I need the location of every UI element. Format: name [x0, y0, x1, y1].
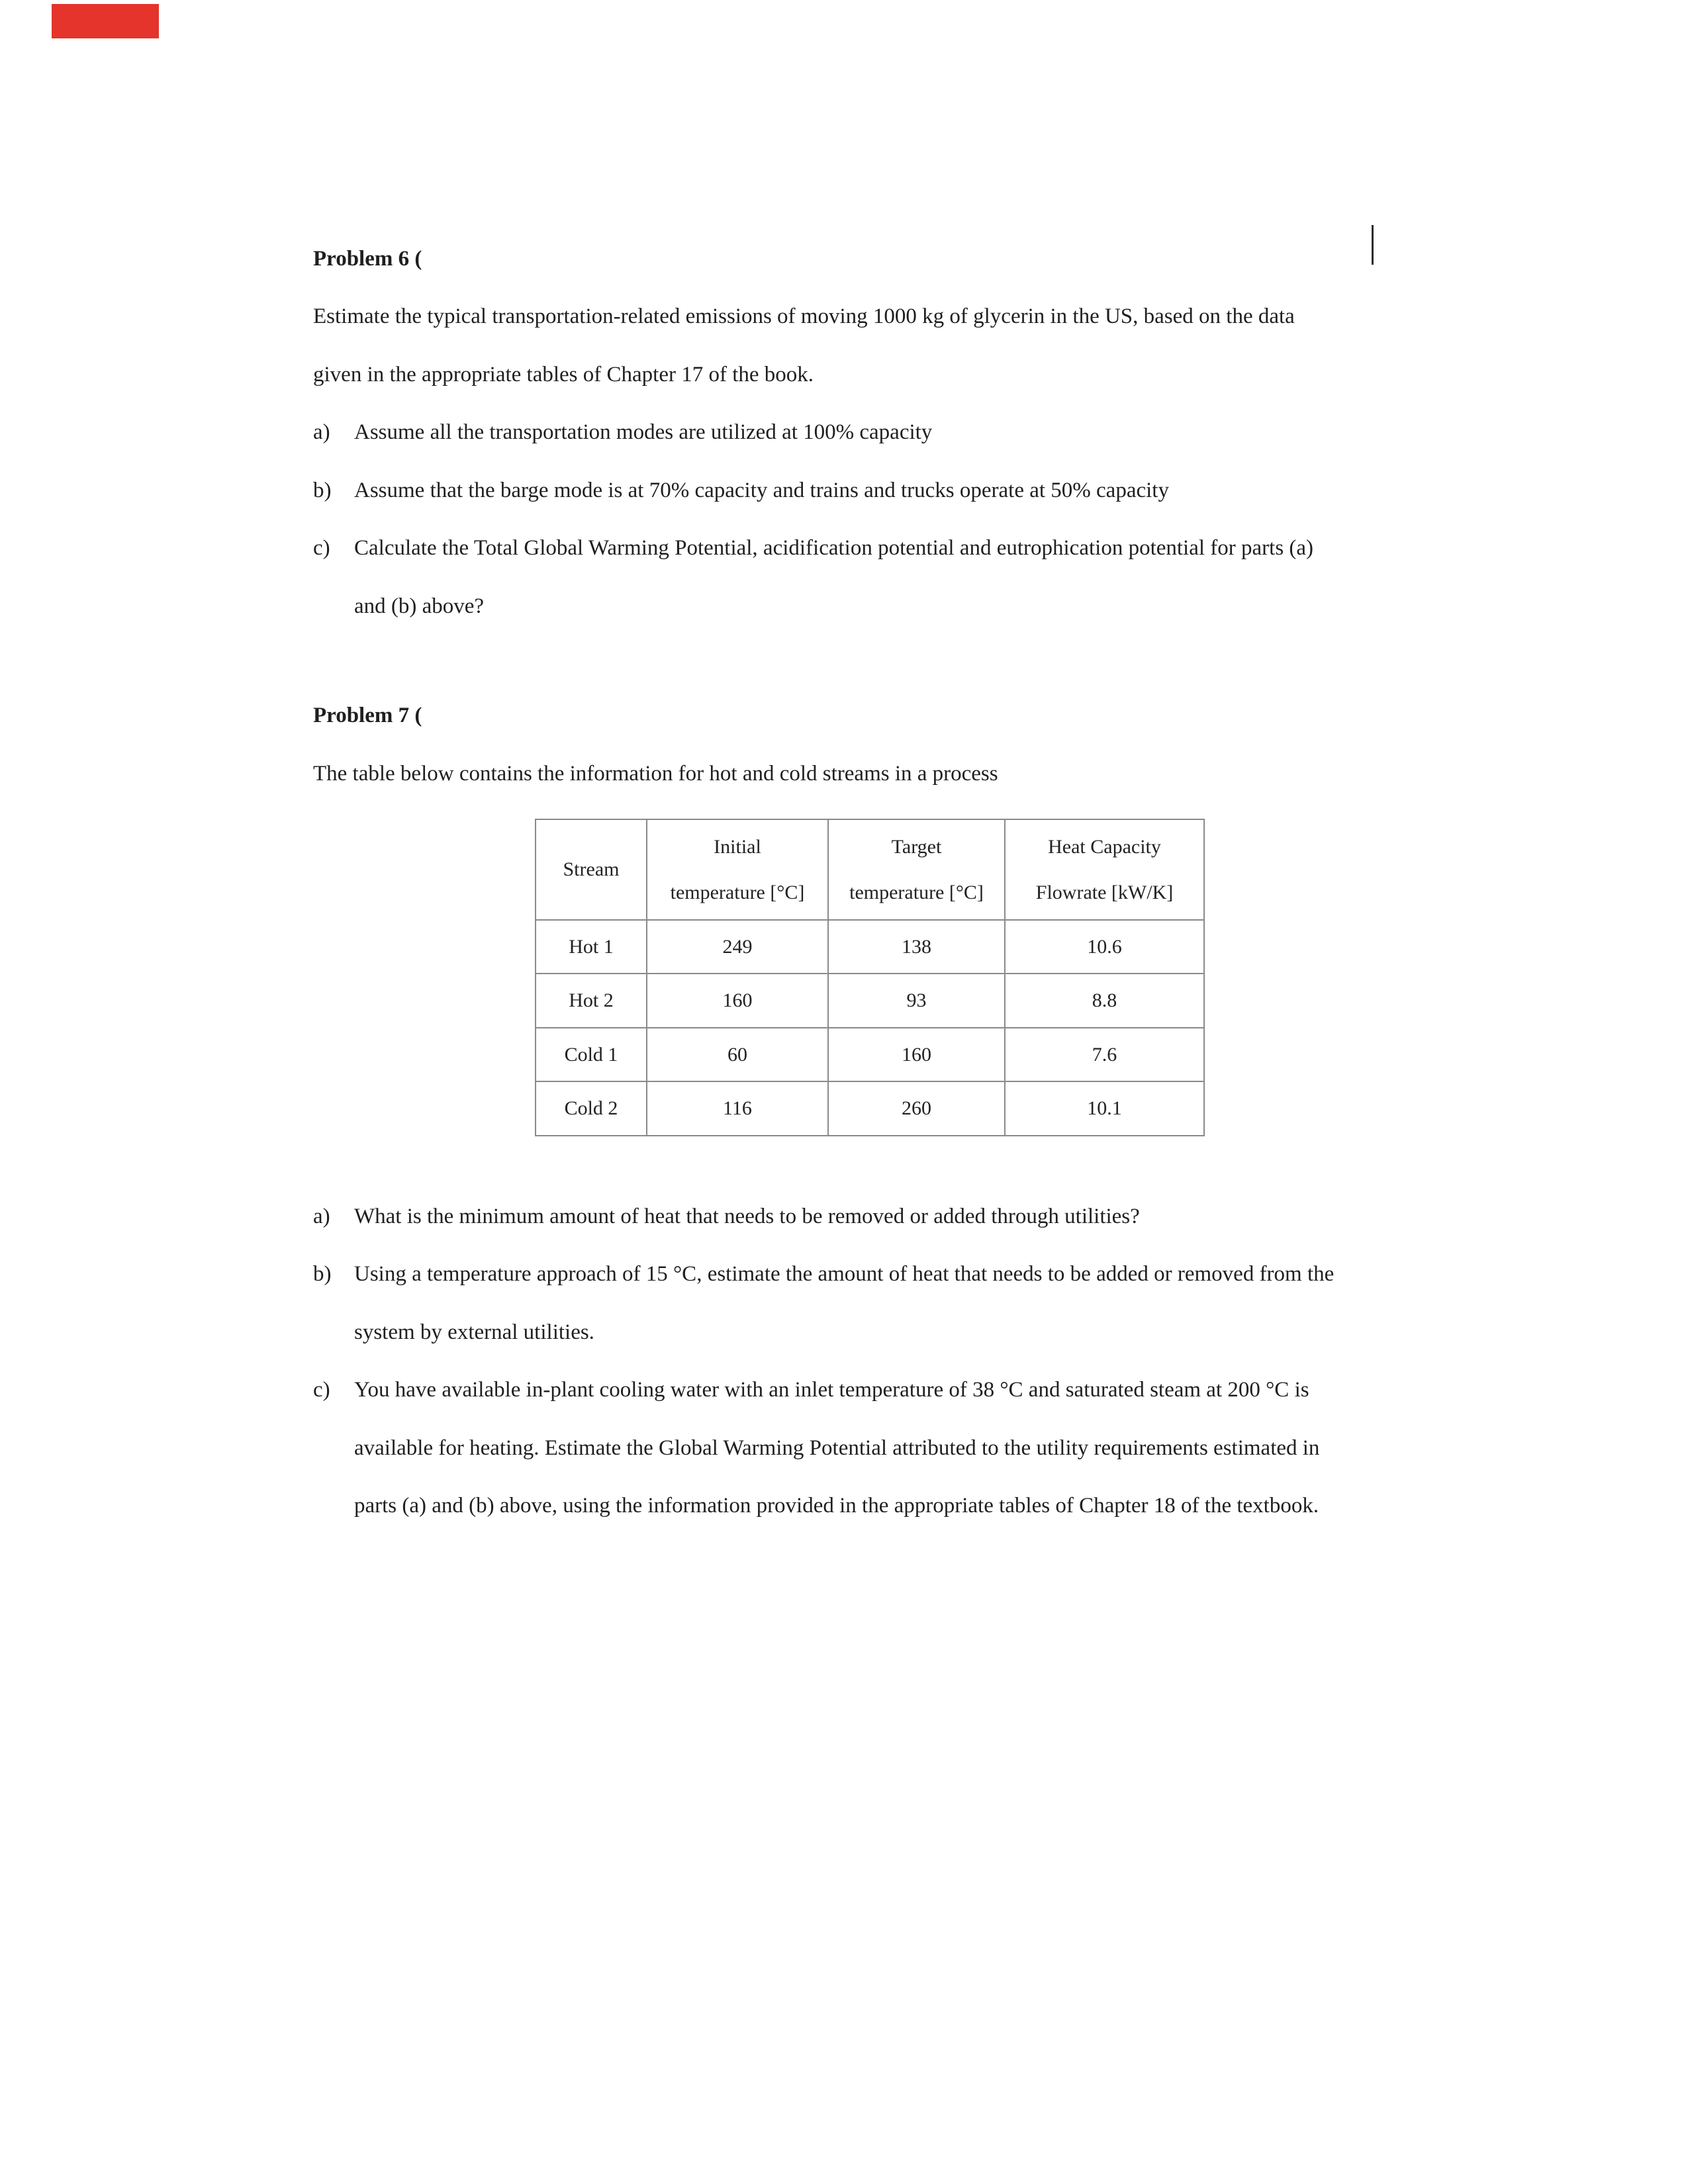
problem6-intro: Estimate the typical transportation-related emissions of moving 1000 kg of glycerin in the US, based on the data given in the appropriate tables of Chapter 17 of the book.: [313, 304, 1295, 387]
problem6-item-a: [313, 404, 1338, 461]
col-header-initial: [647, 819, 828, 920]
problem7-title: Problem 7 (: [313, 704, 422, 728]
item-label: b): [313, 1262, 332, 1287]
streams-table: [535, 819, 1205, 1136]
cell-initial: 116: [647, 1081, 828, 1136]
col-header-target-line1: Target: [891, 835, 942, 858]
cell-stream: Hot 2: [536, 974, 647, 1028]
cell-initial: 249: [647, 920, 828, 974]
problem7-items: [313, 1188, 1338, 1535]
table-row: [536, 920, 1204, 974]
col-header-initial-line1: Initial: [714, 835, 761, 858]
item-label: c): [313, 1378, 330, 1402]
document-content: [313, 230, 1338, 1535]
cell-target: 260: [828, 1081, 1005, 1136]
cell-heat: 7.6: [1005, 1028, 1204, 1082]
item-text: Calculate the Total Global Warming Potential, acidification potential and eutrophication potential for parts (a) and (b) above?: [354, 536, 1314, 618]
item-label: b): [313, 478, 332, 502]
cell-stream: Hot 1: [536, 920, 647, 974]
cell-stream: Cold 2: [536, 1081, 647, 1136]
col-header-heat-line1: Heat Capacity: [1048, 835, 1161, 858]
table-header-row: [536, 819, 1204, 920]
table-row: [536, 1028, 1204, 1082]
col-header-heat: [1005, 819, 1204, 920]
cell-stream: Cold 1: [536, 1028, 647, 1082]
problem6-item-b: [313, 462, 1338, 520]
problem7-item-a: [313, 1188, 1338, 1246]
item-label: a): [313, 1204, 330, 1228]
problem7-intro: The table below contains the information for hot and cold streams in a process: [313, 761, 998, 786]
item-text: Assume all the transportation modes are utilized at 100% capacity: [354, 420, 933, 445]
cell-heat: 10.1: [1005, 1081, 1204, 1136]
cell-heat: 10.6: [1005, 920, 1204, 974]
col-header-heat-line2: Flowrate [kW/K]: [1035, 881, 1174, 903]
problem7-item-b: [313, 1246, 1338, 1361]
red-scan-mark: [52, 4, 159, 38]
problem6-item-c: [313, 520, 1338, 635]
text-cursor: [1372, 225, 1374, 265]
cell-target: 160: [828, 1028, 1005, 1082]
item-label: c): [313, 536, 330, 561]
cell-target: 138: [828, 920, 1005, 974]
item-text: You have available in-plant cooling water with an inlet temperature of 38 °C and saturated steam at 200 °C is available for heating. Estimate the Global Warming Potential attributed to the utility requirements estimated in parts (a) and (b) above, using the information provided in the appropriate tables of Chapter 18 of the textbook.: [354, 1378, 1320, 1518]
table-row: [536, 1081, 1204, 1136]
col-header-target-line2: temperature [°C]: [849, 881, 984, 903]
col-header-initial-line2: temperature [°C]: [670, 881, 805, 903]
problem7-item-c: [313, 1361, 1338, 1535]
col-header-stream: Stream: [536, 819, 647, 920]
cell-heat: 8.8: [1005, 974, 1204, 1028]
col-header-target: [828, 819, 1005, 920]
item-text: Assume that the barge mode is at 70% capacity and trains and trucks operate at 50% capacity: [354, 478, 1169, 502]
cell-target: 93: [828, 974, 1005, 1028]
cell-initial: 60: [647, 1028, 828, 1082]
cell-initial: 160: [647, 974, 828, 1028]
streams-table-wrapper: [535, 819, 1338, 1136]
problem6-title: Problem 6 (: [313, 247, 422, 271]
table-row: [536, 974, 1204, 1028]
item-label: a): [313, 420, 330, 445]
item-text: What is the minimum amount of heat that needs to be removed or added through utilities?: [354, 1204, 1140, 1228]
item-text: Using a temperature approach of 15 °C, estimate the amount of heat that needs to be added or removed from the system by external utilities.: [354, 1262, 1335, 1344]
